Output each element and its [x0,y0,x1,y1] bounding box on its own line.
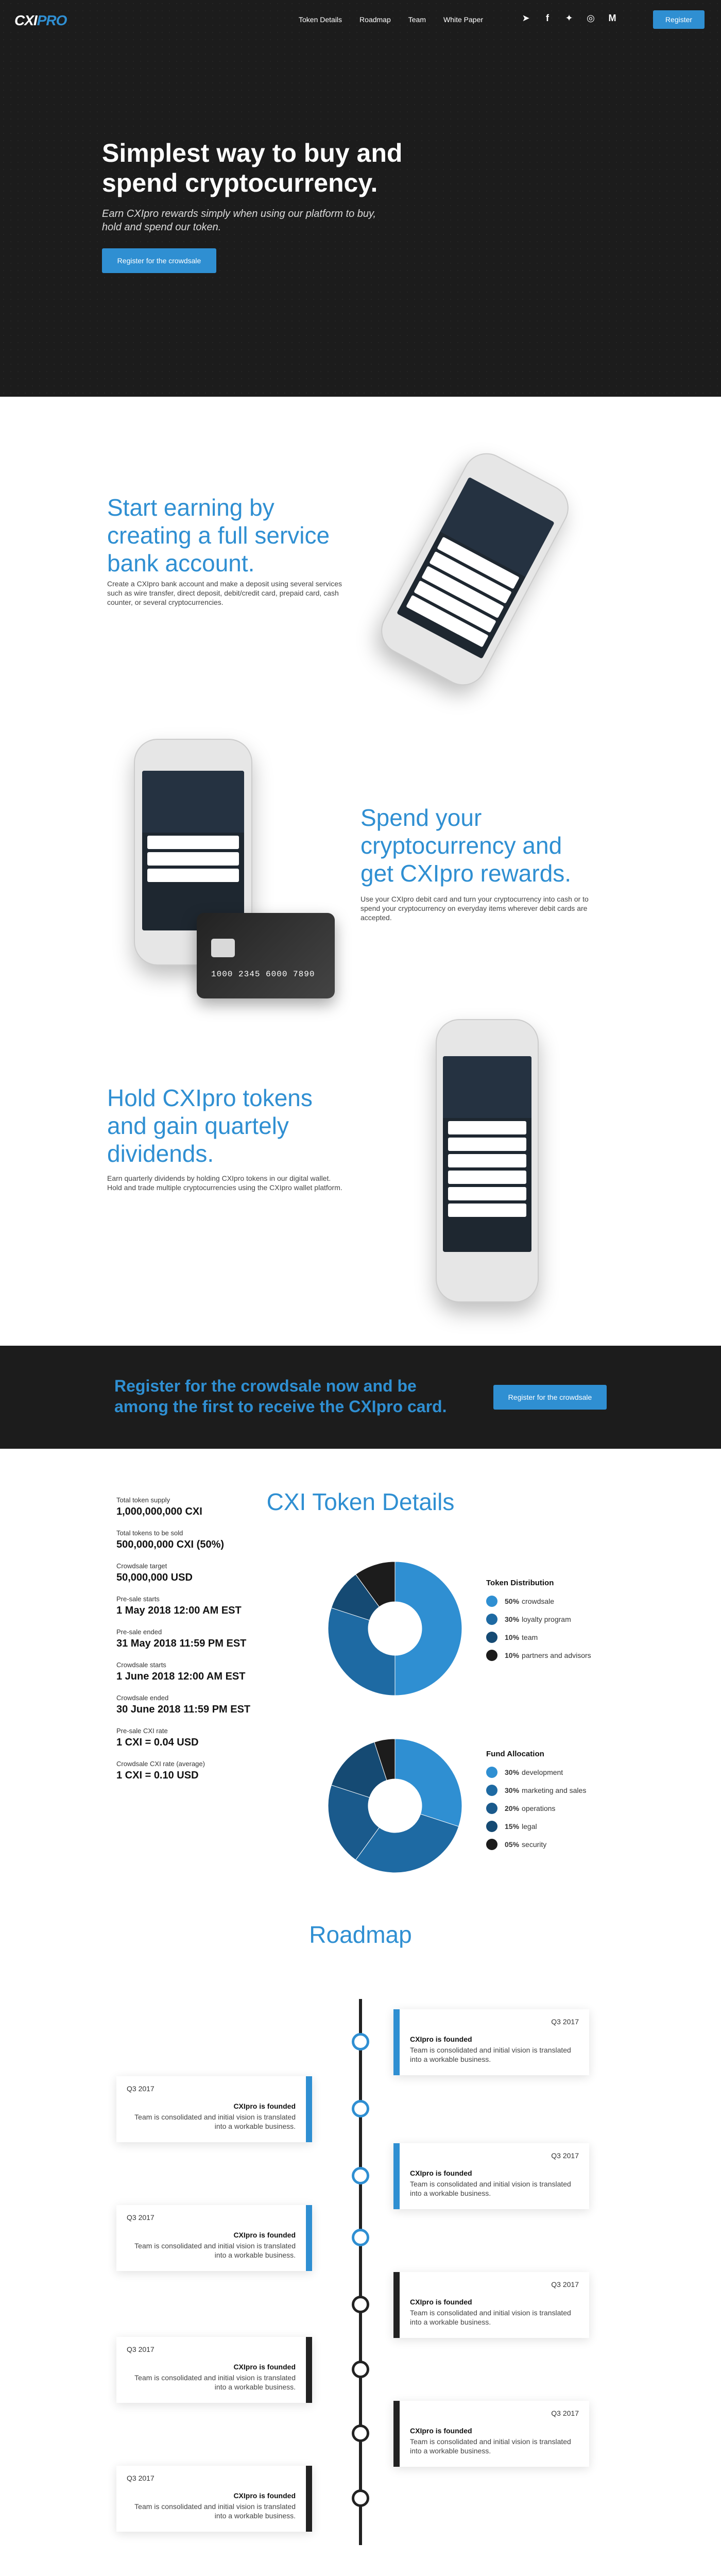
legend-label: crowdsale [522,1597,555,1605]
roadmap-text: Team is consolidated and initial vision is translated into a workable business. [410,2437,571,2455]
debit-card-image [197,913,335,998]
roadmap-text: Team is consolidated and initial vision is translated into a workable business. [410,2180,571,2197]
roadmap-date: Q3 2017 [127,2084,154,2093]
stat-value: 30 June 2018 11:59 PM EST [116,1704,251,1715]
card-chip [211,939,235,957]
stat-value: 1,000,000,000 CXI [116,1506,202,1517]
roadmap-title: CXIpro is founded [233,2231,296,2239]
telegram-icon[interactable]: ➤ [522,13,530,23]
token-distribution-legend [486,1579,620,1668]
legend-label: loyalty program [522,1615,571,1623]
roadmap-text: Team is consolidated and initial vision is translated into a workable business. [134,2502,296,2520]
crowdsale-band [0,1346,721,1449]
roadmap-date: Q3 2017 [551,2018,579,2026]
roadmap-text: Team is consolidated and initial vision is translated into a workable business. [134,2374,296,2391]
roadmap-title: CXIpro is founded [410,2169,472,2177]
stat-label: Crowdsale CXI rate (average) [116,1760,205,1768]
hero-header [0,0,721,397]
stat-label: Pre-sale CXI rate [116,1727,168,1735]
roadmap-date: Q3 2017 [127,2345,154,2353]
legend-item [486,1839,620,1850]
stat-label: Crowdsale starts [116,1661,166,1669]
timeline-node [352,2167,369,2184]
legend-percent: 15% [505,1822,520,1831]
phone-image-1 [373,445,577,694]
crowdsale-band-button[interactable]: Register for the crowdsale [493,1385,607,1410]
token-stats [116,1496,333,1793]
stat-value: 1 June 2018 12:00 AM EST [116,1671,246,1682]
fund-allocation-legend [486,1750,620,1857]
roadmap-title: Roadmap [309,1921,412,1948]
roadmap-text: Team is consolidated and initial vision is translated into a workable business. [134,2242,296,2259]
roadmap-item [116,2205,312,2271]
legend-label: legal [522,1822,537,1831]
stat-value: 50,000,000 USD [116,1572,193,1583]
twitter-icon[interactable]: ✦ [565,13,573,23]
stat-value: 1 CXI = 0.04 USD [116,1737,199,1748]
roadmap-date: Q3 2017 [551,2409,579,2417]
stat-value: 500,000,000 CXI (50%) [116,1539,225,1550]
token-details-title: CXI Token Details [266,1488,455,1515]
stat-label: Crowdsale target [116,1562,167,1570]
logo[interactable] [14,12,66,29]
feature-3-text: Earn quarterly dividends by holding CXIpro tokens in our digital wallet. Hold and trade multiple cryptocurrencies using the CXIpro wallet platform. [107,1174,342,1192]
feature-2-title: Spend your cryptocurrency and get CXIpro rewards. [360,804,572,887]
legend-percent: 10% [505,1651,520,1659]
stat-label: Total token supply [116,1496,170,1504]
legend-item [486,1614,620,1625]
stat-value: 1 May 2018 12:00 AM EST [116,1605,242,1616]
legend-percent: 05% [505,1840,520,1849]
roadmap-title: CXIpro is founded [233,2102,296,2110]
legend-item [486,1632,620,1643]
medium-icon[interactable]: M [608,13,616,23]
feature-2-text: Use your CXIpro debit card and turn your cryptocurrency into cash or to spend your cryptocurrency on everyday items wherever debit cards are accepted. [360,895,589,922]
legend-item [486,1821,620,1832]
roadmap-item [393,2143,589,2209]
stat-value: 31 May 2018 11:59 PM EST [116,1638,247,1649]
legend-percent: 30% [505,1768,520,1776]
feature-1-title: Start earning by creating a full service bank account. [107,494,330,577]
hero-subtitle: Earn CXIpro rewards simply when using our platform to buy, hold and spend our token. [102,208,376,233]
legend-dot [486,1839,497,1850]
roadmap-item [116,2337,312,2403]
legend-percent: 30% [505,1786,520,1794]
crowdsale-band-text: Register for the crowdsale now and be among the first to receive the CXIpro card. [114,1377,447,1416]
legend-dot [486,1803,497,1814]
stat-label: Pre-sale ended [116,1628,162,1636]
legend-item [486,1785,620,1796]
phone-image-3 [436,1019,539,1302]
legend-percent: 30% [505,1615,520,1623]
timeline-node [352,2425,369,2442]
legend-item [486,1803,620,1814]
roadmap-date: Q3 2017 [551,2280,579,2289]
top-nav [0,0,721,41]
nav-links [299,15,483,24]
pie-slice-development [395,1739,462,1826]
timeline-node [352,2296,369,2313]
roadmap-title: CXIpro is founded [233,2363,296,2371]
stat-label: Pre-sale starts [116,1595,160,1603]
pie-slice-crowdsale [395,1562,462,1696]
roadmap-item [116,2076,312,2142]
legend-label: development [522,1768,563,1776]
legend-title: Token Distribution [486,1579,554,1587]
logo-accent: PRO [37,12,67,28]
logo-main: CXI [14,12,37,28]
timeline-node [352,2361,369,2378]
roadmap-date: Q3 2017 [127,2213,154,2222]
nav-roadmap[interactable]: Roadmap [359,15,391,24]
register-button[interactable]: Register [653,10,705,29]
stat-label: Total tokens to be sold [116,1529,183,1537]
legend-label: operations [522,1804,556,1812]
legend-dot [486,1650,497,1661]
roadmap-date: Q3 2017 [127,2474,154,2482]
instagram-icon[interactable]: ◎ [587,13,595,23]
roadmap-item [116,2466,312,2532]
token-distribution-pie [325,1559,465,1698]
legend-label: marketing and sales [522,1786,587,1794]
legend-percent: 50% [505,1597,520,1605]
roadmap-title: CXIpro is founded [410,2035,472,2043]
roadmap-title: CXIpro is founded [233,2492,296,2500]
legend-dot [486,1632,497,1643]
feature-1-text: Create a CXIpro bank account and make a deposit using several services such as wire transfer, direct deposit, debit/credit card, prepaid card, cash counter, or several cryptocurrencies. [107,580,342,606]
feature-3-title: Hold CXIpro tokens and gain quartely dividends. [107,1084,313,1167]
legend-percent: 20% [505,1804,520,1812]
legend-item [486,1596,620,1607]
roadmap-item [393,2009,589,2075]
pie-slice-loyalty-program [328,1608,395,1696]
legend-dot [486,1821,497,1832]
hero-title: Simplest way to buy and spend cryptocurrency. [102,139,403,197]
roadmap-text: Team is consolidated and initial vision is translated into a workable business. [410,2309,571,2326]
legend-item [486,1767,620,1778]
roadmap-date: Q3 2017 [551,2151,579,2160]
legend-title: Fund Allocation [486,1750,544,1758]
timeline-node [352,2489,369,2507]
nav-social [520,12,618,24]
stat-label: Crowdsale ended [116,1694,169,1702]
legend-percent: 10% [505,1633,520,1641]
legend-dot [486,1785,497,1796]
legend-label: team [522,1633,538,1641]
stat-value: 1 CXI = 0.10 USD [116,1770,199,1781]
timeline-line [359,1999,362,2545]
roadmap-title: CXIpro is founded [410,2298,472,2306]
timeline-node [352,2033,369,2050]
legend-dot [486,1614,497,1625]
card-number: 1000 2345 6000 7890 [211,970,315,979]
hero-register-button[interactable]: Register for the crowdsale [102,248,216,273]
timeline-node [352,2229,369,2246]
fund-allocation-pie [325,1736,465,1875]
roadmap-title: CXIpro is founded [410,2427,472,2435]
timeline-node [352,2100,369,2117]
nav-team[interactable]: Team [408,15,426,24]
legend-dot [486,1596,497,1607]
legend-item [486,1650,620,1661]
roadmap-text: Team is consolidated and initial vision is translated into a workable business. [410,2046,571,2063]
roadmap-text: Team is consolidated and initial vision is translated into a workable business. [134,2113,296,2130]
roadmap-item [393,2401,589,2467]
facebook-icon[interactable]: f [546,13,549,23]
nav-white-paper[interactable]: White Paper [443,15,484,24]
legend-label: partners and advisors [522,1651,591,1659]
roadmap-item [393,2272,589,2338]
nav-token-details[interactable]: Token Details [299,15,342,24]
legend-label: security [522,1840,547,1849]
legend-dot [486,1767,497,1778]
